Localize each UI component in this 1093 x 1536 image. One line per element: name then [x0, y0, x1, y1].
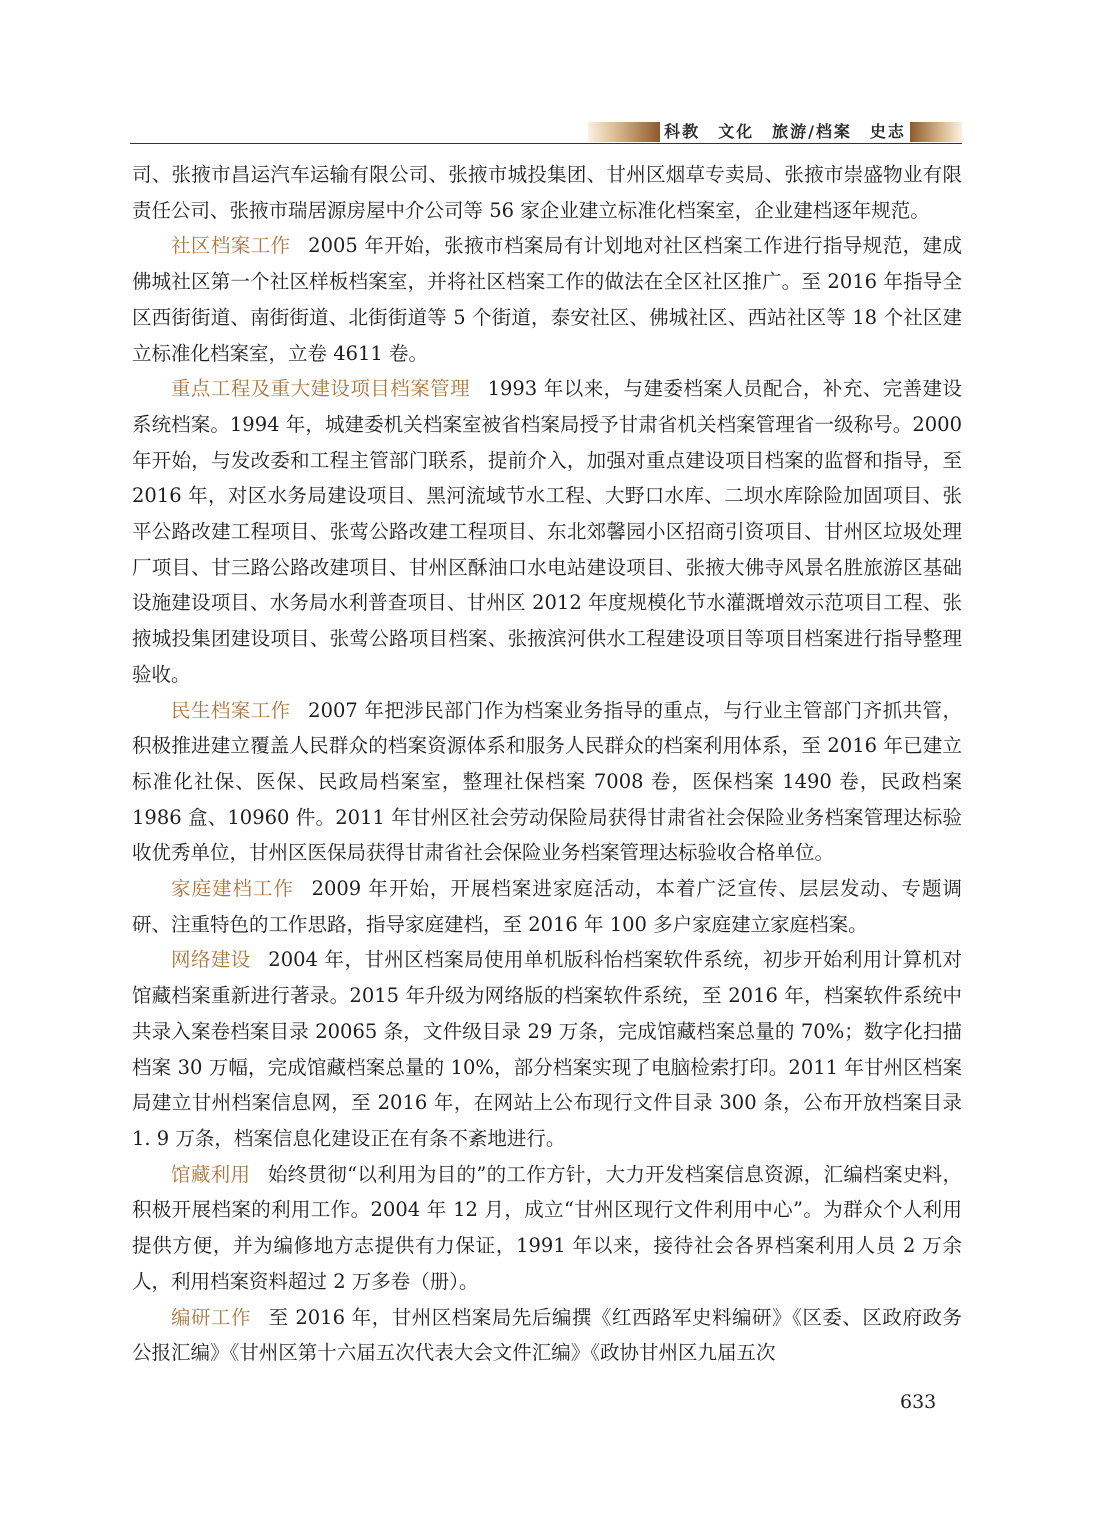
running-header — [130, 122, 962, 144]
header-decor-bar-left — [588, 122, 660, 142]
section-text: 1993 年以来，与建委档案人员配合，补充、完善建设系统档案。1994 年，城建委机关档案室被省档案局授予甘肃省机关档案管理省一级称号。2000 年开始，与发改委和工程主管部门联系，提前介入，加强对重点建设项目档案的监督和指导，至 2016 年，对区水务局建设项目、黑河流域节水工程、大野口水库、二坝水库除险加固项目、张平公路改建工程项目、张莺公路改建工程项目、东北郊馨园小区招商引资项目、甘州区垃圾处理厂项目、甘三路公路改建项目、甘州区酥油口水电站建设项目、张掖大佛寺风景名胜旅游区基础设施建设项目、水务局水利普查项目、甘州区 2012 年度规模化节水灌溉增效示范项目工程、张掖城投集团建设项目、张莺公路项目档案、张掖滨河供水工程建设项目等项目档案进行指导整理验收。 — [132, 377, 962, 686]
header-title: 科教 文化 旅游/档案 史志 — [664, 122, 906, 141]
section-text: 2005 年开始，张掖市档案局有计划地对社区档案工作进行指导规范，建成佛城社区第一个社区样板档案室，并将社区档案工作的做法在全区社区推广。至 2016 年指导全区西街街道、南街街道、北街街道等 5 个街道，泰安社区、佛城社区、西站社区等 18 个社区建立标准化档案室，立卷 4611 卷。 — [132, 234, 962, 365]
section-text: 始终贯彻“以利用为目的”的工作方针，大力开发档案信息资源，汇编档案史料，积极开展档案的利用工作。2004 年 12 月，成立“甘州区现行文件利用中心”。为群众个人利用提供方便，并为编修地方志提供有力保证，1991 年以来，接待社会各界档案利用人员 2 万余人，利用档案资料超过 2 万多卷（册）。 — [132, 1162, 962, 1293]
section-text: 至 2016 年，甘州区档案局先后编撰《红西路军史料编研》《区委、区政府政务公报汇编》《甘州区第十六届五次代表大会文件汇编》《政协甘州区九届五次 — [132, 1305, 962, 1365]
section-heading: 编研工作 — [171, 1305, 252, 1329]
header-rule — [130, 143, 962, 144]
section-text: 2009 年开始，开展档案进家庭活动，本着广泛宣传、层层发动、专题调研、注重特色的工作思路，指导家庭建档，至 2016 年 100 多户家庭建立家庭档案。 — [132, 877, 962, 936]
body-text — [132, 157, 962, 1371]
section-community-archives — [132, 228, 962, 371]
section-family-archives — [132, 871, 962, 942]
section-heading: 民生档案工作 — [171, 698, 291, 722]
section-livelihood-archives — [132, 693, 962, 872]
section-key-projects — [132, 371, 962, 692]
header-decor-bar-right — [910, 122, 962, 142]
section-heading: 网络建设 — [171, 948, 251, 972]
section-heading: 重点工程及重大建设项目档案管理 — [171, 377, 471, 401]
section-text: 2007 年把涉民部门作为档案业务指导的重点，与行业主管部门齐抓共管，积极推进建立覆盖人民群众的档案资源体系和服务人民群众的档案利用体系，至 2016 年已建立标准化社保、医保、民政局档案室，整理社保档案 7008 卷，医保档案 1490 卷，民政档案 1986 盒、10960 件。2011 年甘州区社会劳动保险局获得甘肃省社会保险业务档案管理达标验收优秀单位，甘州区医保局获得甘肃省社会保险业务档案管理达标验收合格单位。 — [132, 698, 962, 865]
page-number: 633 — [900, 1391, 937, 1413]
section-heading: 社区档案工作 — [171, 234, 291, 258]
section-text: 2004 年，甘州区档案局使用单机版科怡档案软件系统，初步开始利用计算机对馆藏档案重新进行著录。2015 年升级为网络版的档案软件系统，至 2016 年，档案软件系统中共录入案卷档案目录 20065 条，文件级目录 29 万条，完成馆藏档案总量的 70%；数字化扫描档案 30 万幅，完成馆藏档案总量的 10%，部分档案实现了电脑检索打印。2011 年甘州区档案局建立甘州档案信息网，至 2016 年，在网站上公布现行文件目录 300 条，公布开放档案目录 1. 9 万条，档案信息化建设正在有条不紊地进行。 — [132, 948, 962, 1150]
section-heading: 家庭建档工作 — [171, 877, 295, 901]
section-heading: 馆藏利用 — [171, 1162, 251, 1186]
section-collection-use — [132, 1157, 962, 1300]
continuation-paragraph: 司、张掖市昌运汽车运输有限公司、张掖市城投集团、甘州区烟草专卖局、张掖市崇盛物业有限责任公司、张掖市瑞居源房屋中介公司等 56 家企业建立标准化档案室，企业建档逐年规范。 — [132, 163, 962, 222]
section-compilation — [132, 1300, 962, 1371]
section-network — [132, 942, 962, 1156]
